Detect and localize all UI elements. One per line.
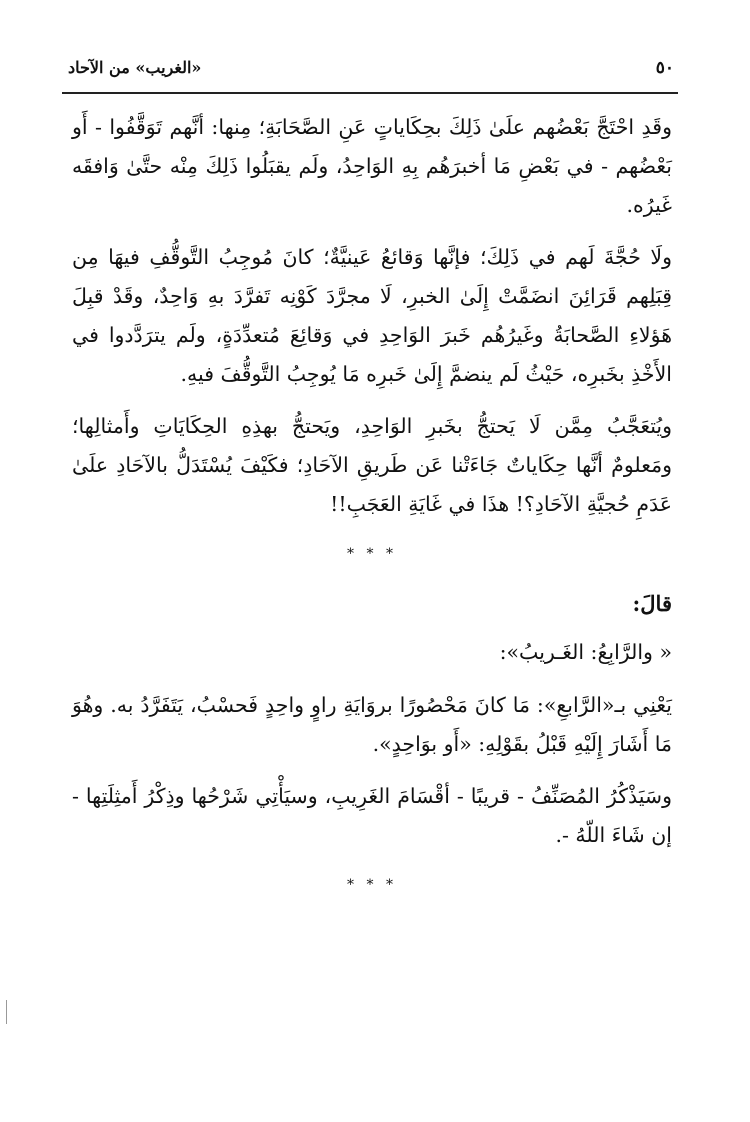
qala-label: قالَ: <box>632 591 672 616</box>
section-separator: * * * <box>347 546 397 562</box>
page-number: ٥٠ <box>655 58 674 78</box>
margin-mark <box>6 1000 7 1024</box>
page-body <box>72 108 672 917</box>
paragraph-1: وقَدِ احْتَجَّ بَعْضُهم علَىٰ ذَلِكَ بحِكَاياتٍ عَنِ الصَّحَابَةِ؛ مِنها: أنَّهم تَوَقَّفُوا - أَو بَعْضُهم - في بَعْضِ مَا أخبرَهُم بِهِ الوَاحِدُ، ولَم يقبَلُوا ذَلِكَ مِنْه حتَّىٰ وَافقَه غَيرُه. <box>72 115 672 217</box>
section-separator-end: * * * <box>347 877 397 893</box>
header-rule <box>62 92 678 94</box>
commentary-1: يَعْنِي بـ«الرَّابعِ»: مَا كانَ مَحْصُورًا بروَايَةِ راوٍ واحِدٍ فَحسْبُ، يَتَفَرَّدُ به. وهُوَ مَا أَشَارَ إِلَيْهِ قَبْلُ بقَوْلِهِ: «أَو بوَاحِدٍ». <box>72 693 672 756</box>
paragraph-2: ولَا حُجَّةَ لَهم في ذَلِكَ؛ فإنَّها وَقائعُ عَينيَّةٌ؛ كانَ مُوجِبُ التَّوقُّفِ فيهَا مِن قِبَلِهم قَرَائِنَ انضَمَّتْ إِلَىٰ الخبرِ، لَا مجرَّدَ كَوْنِه تَفرَّدَ بهِ وَاحِدٌ، وقَدْ قبِلَ هَؤلاءِ الصَّحابَةُ وغَيرُهُم خَبرَ الوَاحِدِ في وَقائِعَ مُتعدِّدَةٍ، ولَم يترَدَّدوا في الأَخْذِ بخَبرِه، حَيْثُ لَم ينضمَّ إِلَىٰ خَبرِه مَا يُوجِبُ التَّوقُّفَ فيهِ. <box>72 245 672 386</box>
running-title: «الغريب» من الآحاد <box>68 58 202 77</box>
commentary-2: وسَيَذْكُرُ المُصَنِّفُ - قريبًا - أقْسَامَ الغَرِيبِ، وسيَأْتِي شَرْحُها وذِكْرُ أَمثِلَتِها - إن شَاءَ اللّهُ -. <box>72 784 672 847</box>
page-header <box>68 58 674 82</box>
matn-quote: « والرَّابِعُ: الغَـريبُ»: <box>499 640 672 664</box>
paragraph-3: ويُتعَجَّبُ مِمَّن لَا يَحتجُّ بخَبرِ الوَاحِدِ، ويَحتجُّ بهذِهِ الحِكَايَاتِ وأَمثالِها؛ ومَعلومٌ أنَّها حِكَاياتٌ جَاءَتْنا عَن طَريقِ الآحَادِ؛ فكَيْفَ يُسْتَدَلُّ بالآحَادِ علَىٰ عَدَمِ حُجيَّةِ الآحَادِ؟! هذَا في غَايَةِ العَجَبِ!! <box>72 414 672 516</box>
